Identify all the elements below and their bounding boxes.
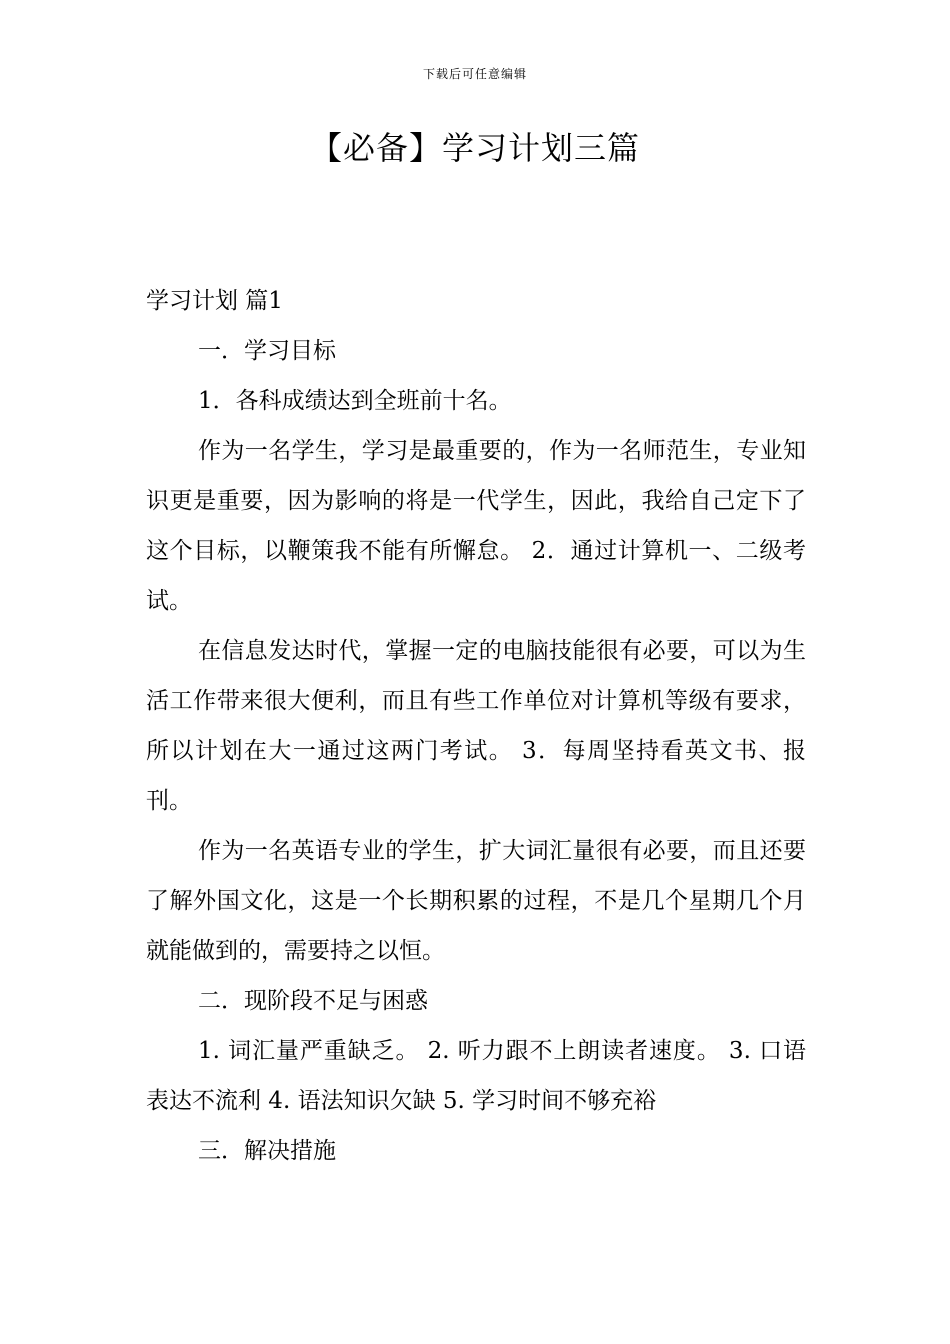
page-header-note: 下载后可任意编辑 [422,67,527,81]
shortcomings-list: 1. 词汇量严重缺乏。 2. 听力跟不上朗读者速度。 3. 口语表达不流利 4. 语法知识欠缺 5. 学习时间不够充裕 [146,1038,806,1114]
paragraph-goal-1-explanation: 作为一名学生，学习是最重要的，作为一名师范生，专业知识更是重要，因为影响的将是一代学生，因此，我给自己定下了这个目标，以鞭策我不能有所懈怠。 2．通过计算机一、二级考试。 [146,438,806,614]
goal-item-1: 1．各科成绩达到全班前十名。 [198,388,512,414]
section-heading-plan-1: 学习计划 篇1 [146,288,283,314]
paragraph-goal-2-explanation: 在信息发达时代，掌握一定的电脑技能很有必要，可以为生活工作带来很大便利，而且有些工作单位对计算机等级有要求，所以计划在大一通过这两门考试。 3．每周坚持看英文书、报刊。 [146,638,806,814]
heading-solutions: 三．解决措施 [198,1138,336,1164]
document-title: 【必备】学习计划三篇 [309,129,640,167]
heading-shortcomings: 二．现阶段不足与困惑 [198,988,428,1014]
document-body [146,276,806,1176]
paragraph-goal-3-explanation: 作为一名英语专业的学生，扩大词汇量很有必要，而且还要了解外国文化，这是一个长期积累的过程，不是几个星期几个月就能做到的，需要持之以恒。 [146,838,806,964]
heading-learning-goals: 一．学习目标 [198,338,336,364]
